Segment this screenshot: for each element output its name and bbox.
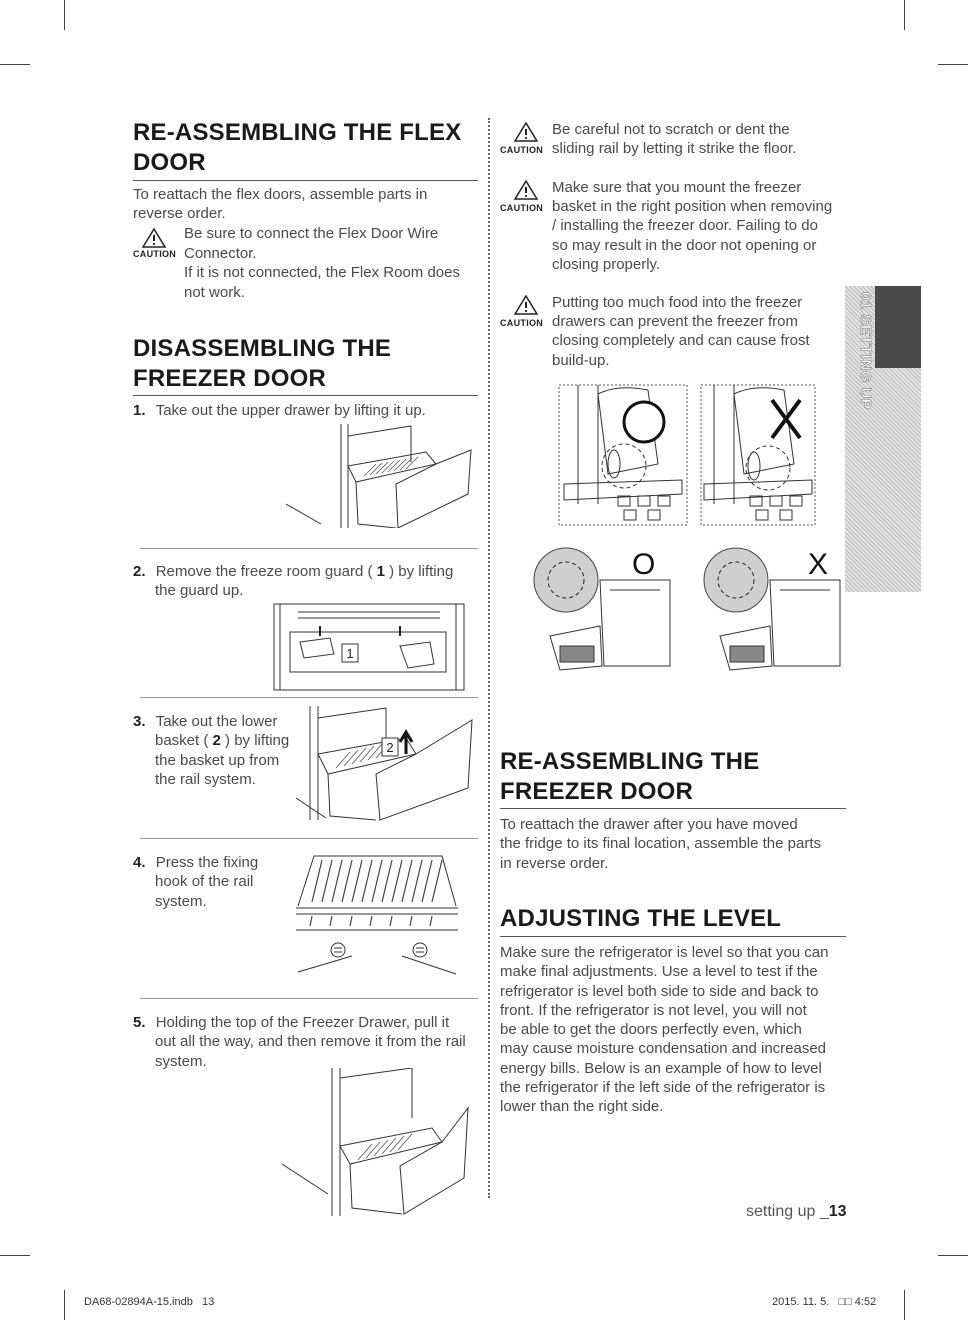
crop-mark [0, 1255, 30, 1256]
text-line: To reattach the drawer after you have moved [500, 816, 798, 833]
callout-2: 2 [386, 740, 394, 755]
text-line: basket in the right position when removing [552, 198, 833, 215]
caution-text [552, 178, 801, 197]
heading-reassembling-flex-door [133, 118, 461, 178]
text-line: make final adjustments. Use a level to test if the [500, 963, 818, 981]
crop-mark [0, 64, 30, 65]
step-text: system. [155, 892, 207, 910]
heading-reassembling-freezer-door [500, 747, 759, 807]
step-text: ) by lifting [220, 732, 290, 750]
text-line: Be sure to connect the Flex Door Wire [184, 225, 439, 242]
heading-line: DISASSEMBLING THE [133, 335, 392, 362]
step-text: the rail system. [155, 770, 256, 788]
caution-text [552, 139, 796, 158]
crop-mark [64, 1290, 65, 1320]
text-line: refrigerator is level both side to side and back to [500, 982, 819, 1000]
text-line: sliding rail by letting it strike the floor. [552, 140, 797, 157]
warning-triangle-icon [514, 122, 538, 142]
step-ref: 2 [212, 732, 221, 750]
rail-hook-illustration [292, 846, 462, 980]
text-line: drawers can prevent the freezer from [552, 313, 798, 330]
reassembling-body [500, 815, 821, 873]
heading-rule [500, 936, 846, 937]
page-number [746, 1203, 847, 1221]
step-text: system. [155, 1052, 207, 1070]
door-position-incorrect-figure [690, 546, 850, 676]
warning-triangle-icon [514, 180, 538, 200]
flex-caution-text [184, 244, 460, 302]
caution-label: CAUTION [500, 145, 544, 155]
text-line: the fridge to its final location, assemble the parts [500, 835, 822, 853]
correct-mark: O [632, 548, 656, 581]
heading-rule [133, 180, 478, 181]
text-line: closing completely and can cause frost [552, 332, 810, 350]
heading-line: FREEZER DOOR [133, 365, 327, 392]
step-text: ) by lifting [384, 563, 454, 580]
crop-mark [904, 0, 905, 30]
heading-line: ADJUSTING THE LEVEL [500, 905, 782, 932]
caution-label: CAUTION [133, 249, 177, 259]
step-text: Press the fixing [155, 854, 259, 871]
basket-position-correct-figure [558, 384, 688, 526]
page-label: setting up _ [746, 1203, 829, 1220]
caution-text [552, 312, 810, 370]
heading-rule [133, 395, 478, 396]
step-number: 5. [133, 1014, 146, 1031]
callout-1: 1 [346, 646, 354, 661]
caution-text [552, 197, 832, 274]
footer-file-info: DA68-02894A-15.indb 13 [84, 1296, 215, 1308]
step-number: 2. [133, 563, 146, 580]
section-side-tab [845, 286, 921, 592]
step-text: the guard up. [155, 582, 244, 600]
level-body [500, 943, 829, 1117]
step-number: 3. [133, 713, 146, 730]
step-text: Take out the lower [155, 713, 278, 730]
text-line: build-up. [552, 351, 610, 369]
step-4 [133, 853, 258, 911]
text-line: Putting too much food into the freezer [552, 294, 803, 311]
lower-basket-illustration [296, 704, 476, 822]
step-5 [133, 1013, 466, 1071]
text-line: be able to get the doors perfectly even, which [500, 1021, 802, 1039]
text-line: energy bills. Below is an example of how to level [500, 1059, 822, 1077]
text-line: so may result in the door not opening or [552, 236, 817, 254]
text-line: To reattach the flex doors, assemble parts in [133, 186, 428, 203]
caution-label: CAUTION [500, 318, 544, 328]
column-divider [488, 118, 490, 1198]
text-line: Make sure the refrigerator is level so that you can [500, 944, 829, 961]
text-line: front. If the refrigerator is not level, you will not [500, 1001, 807, 1019]
heading-rule [500, 808, 846, 809]
step-number: 4. [133, 854, 146, 871]
step-ref: 1 [376, 563, 385, 580]
heading-line: RE-ASSEMBLING THE [500, 748, 760, 775]
heading-line: RE-ASSEMBLING THE FLEX [133, 119, 462, 146]
step-text: Take out the upper drawer by lifting it up. [155, 402, 426, 419]
flex-body [133, 185, 427, 224]
freezer-drawer-illustration [282, 1068, 472, 1216]
text-line: not work. [184, 283, 245, 301]
crop-mark [904, 1290, 905, 1320]
text-line: Make sure that you mount the freezer [552, 179, 802, 196]
text-line: may cause moisture condensation and increased [500, 1040, 827, 1058]
heading-adjusting-the-level [500, 904, 781, 934]
step-3 [133, 712, 289, 789]
crop-mark [938, 64, 968, 65]
caution-label: CAUTION [500, 203, 544, 213]
text-line: closing properly. [552, 255, 661, 273]
flex-caution-text [184, 224, 438, 243]
step-2 [133, 562, 453, 601]
step-1 [133, 401, 426, 420]
door-drawing [520, 546, 680, 676]
step-text: out all the way, and then remove it from the rail [155, 1033, 466, 1051]
side-tab-label: 01 SETTING UP [857, 292, 874, 410]
door-position-correct-figure [520, 546, 680, 676]
text-line: If it is not connected, the Flex Room does [184, 264, 460, 282]
warning-triangle-icon [142, 228, 166, 248]
side-tab-dark-block [875, 286, 921, 368]
freeze-room-guard-illustration [270, 602, 470, 692]
step-text: Holding the top of the Freezer Drawer, pull it [155, 1014, 450, 1031]
step-divider [140, 998, 478, 999]
text-line: reverse order. [133, 205, 226, 223]
step-text: the basket up from [155, 751, 280, 769]
step-number: 1. [133, 402, 146, 419]
step-divider [140, 697, 478, 698]
step-text: basket ( [155, 732, 213, 750]
step-divider [140, 838, 478, 839]
caution-text [552, 293, 802, 312]
heading-disassembling-freezer-door [133, 334, 391, 394]
step-text: Remove the freeze room guard ( [155, 563, 377, 580]
text-line: in reverse order. [500, 854, 609, 872]
footer-date: 2015. 11. 5. □□ 4:52 [772, 1296, 877, 1308]
step-text: hook of the rail [155, 873, 254, 891]
basket-position-incorrect-figure [700, 384, 816, 526]
incorrect-mark: X [808, 548, 829, 581]
heading-line: FREEZER DOOR [500, 778, 694, 805]
step-divider [140, 548, 478, 549]
warning-triangle-icon [514, 295, 538, 315]
crop-mark [64, 0, 65, 30]
page-num: 13 [828, 1203, 847, 1220]
upper-drawer-illustration [286, 424, 476, 528]
text-line: / installing the freezer door. Failing to do [552, 217, 818, 235]
text-line: Be careful not to scratch or dent the [552, 121, 790, 138]
heading-line: DOOR [133, 149, 206, 176]
text-line: the refrigerator if the left side of the refrigerator is [500, 1079, 826, 1097]
crop-mark [938, 1255, 968, 1256]
caution-text [552, 120, 790, 139]
text-line: Connector. [184, 245, 257, 262]
text-line: lower than the right side. [500, 1098, 664, 1116]
